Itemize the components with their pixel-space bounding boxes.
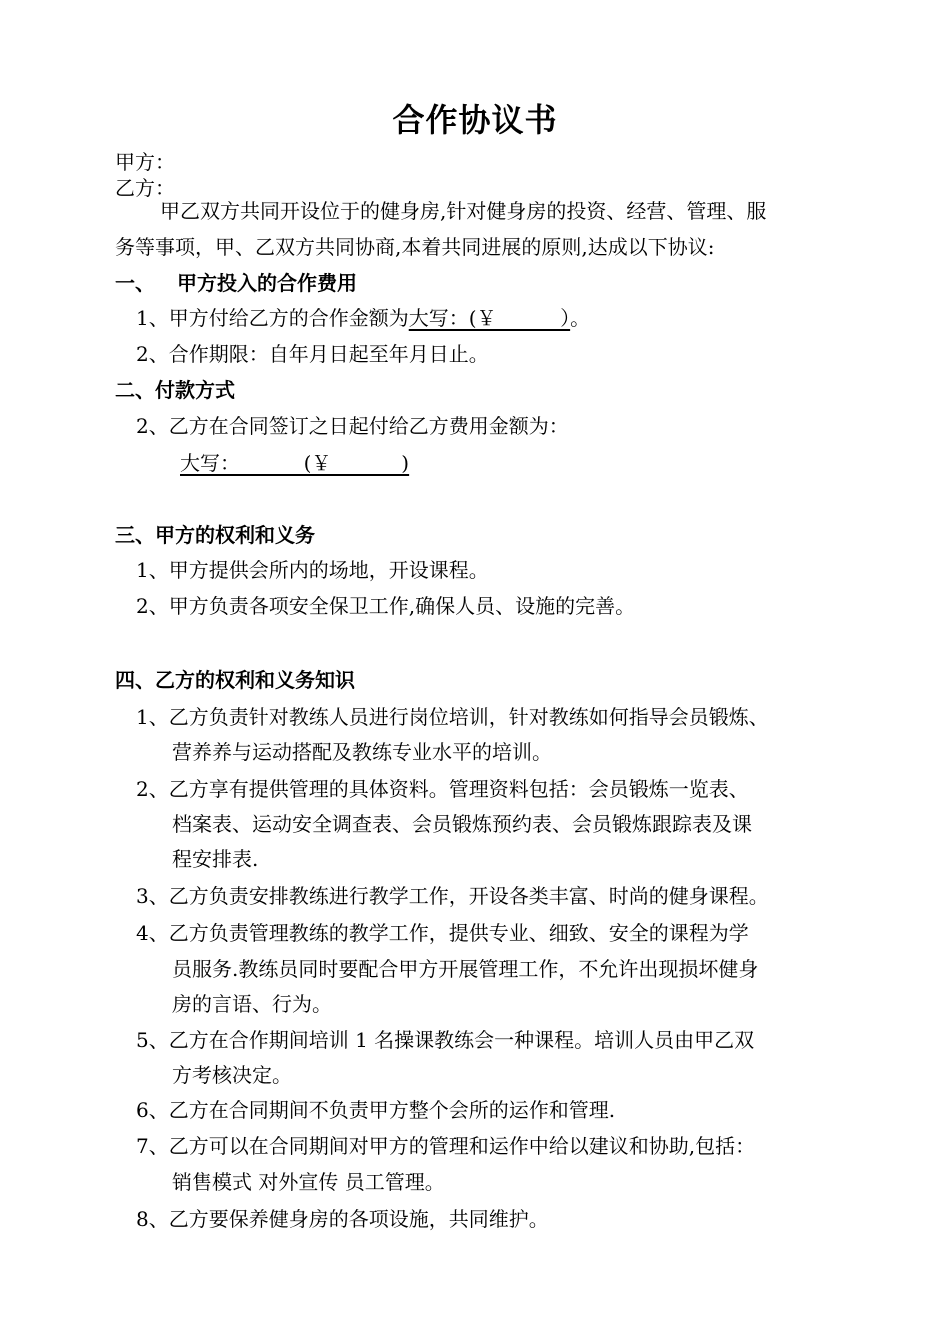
section-1-heading: [115, 270, 357, 296]
section-4-item-6-line-1: 6、乙方在合同期间不负责甲方整个会所的运作和管理.: [136, 1098, 616, 1122]
section-1-item-1-text: 1、甲方付给乙方的合作金额为: [136, 306, 409, 330]
section-2-item-2: 2、乙方在合同签订之日起付给乙方费用金额为：: [136, 414, 569, 438]
section-1-number: 一、: [115, 271, 155, 295]
intro-line-2: 务等事项，甲、乙双方共同协商,本着共同进展的原则,达成以下协议:: [115, 235, 715, 259]
section-4-item-1-line-1: 1、乙方负责针对教练人员进行岗位培训，针对教练如何指导会员锻炼、: [136, 705, 769, 729]
section-1-item-2: 2、合作期限：自年月日起至年月日止。: [136, 342, 489, 366]
section-3-item-1: 1、甲方提供会所内的场地，开设课程。: [136, 558, 489, 582]
section-4-item-7-line-2: 销售模式 对外宣传 员工管理。: [172, 1170, 445, 1194]
section-4-item-5-line-1: 5、乙方在合作期间培训 1 名操课教练会一种课程。培训人员由甲乙双: [136, 1028, 755, 1052]
section-4-item-4-line-1: 4、乙方负责管理教练的教学工作，提供专业、细致、安全的课程为学: [136, 921, 749, 945]
section-4-item-1-line-2: 营养养与运动搭配及教练专业水平的培训。: [172, 740, 552, 764]
section-3-item-2: 2、甲方负责各项安全保卫工作,确保人员、设施的完善。: [136, 594, 636, 618]
section-4-item-5-line-2: 方考核决定。: [172, 1063, 292, 1087]
section-3-heading: 三、甲方的权利和义务: [115, 523, 315, 547]
document-title: 合作协议书: [392, 101, 558, 139]
party-a-label: 甲方：: [115, 150, 175, 174]
section-4-item-3-line-1: 3、乙方负责安排教练进行教学工作，开设各类丰富、时尚的健身课程。: [136, 884, 769, 908]
section-2-amount-line: 大写： (￥ ): [180, 451, 410, 475]
party-b-label: 乙方：: [115, 176, 175, 200]
amount-underlined-field: 大写：(￥ ）: [408, 306, 571, 330]
section-1-item-1-suffix: 。: [570, 306, 591, 330]
section-4-item-4-line-2: 员服务.教练员同时要配合甲方开展管理工作，不允许出现损坏健身: [172, 957, 759, 981]
section-4-item-4-line-3: 房的言语、行为。: [172, 992, 332, 1016]
section-1-item-1: [136, 305, 590, 331]
section-4-item-2-line-2: 档案表、运动安全调查表、会员锻炼预约表、会员锻炼跟踪表及课: [172, 812, 752, 836]
section-1-title: 甲方投入的合作费用: [177, 271, 357, 295]
section-4-item-7-line-1: 7、乙方可以在合同期间对甲方的管理和运作中给以建议和协助,包括：: [136, 1134, 756, 1158]
section-4-heading: 四、乙方的权利和义务知识: [115, 668, 355, 692]
section-4-item-2-line-3: 程安排表.: [172, 847, 259, 871]
section-2-heading: 二、付款方式: [115, 378, 235, 402]
section-4-item-8-line-1: 8、乙方要保养健身房的各项设施，共同维护。: [136, 1207, 549, 1231]
intro-line-1: 甲乙双方共同开设位于的健身房,针对健身房的投资、经营、管理、服: [160, 199, 767, 223]
section-4-item-2-line-1: 2、乙方享有提供管理的具体资料。管理资料包括：会员锻炼一览表、: [136, 777, 749, 801]
